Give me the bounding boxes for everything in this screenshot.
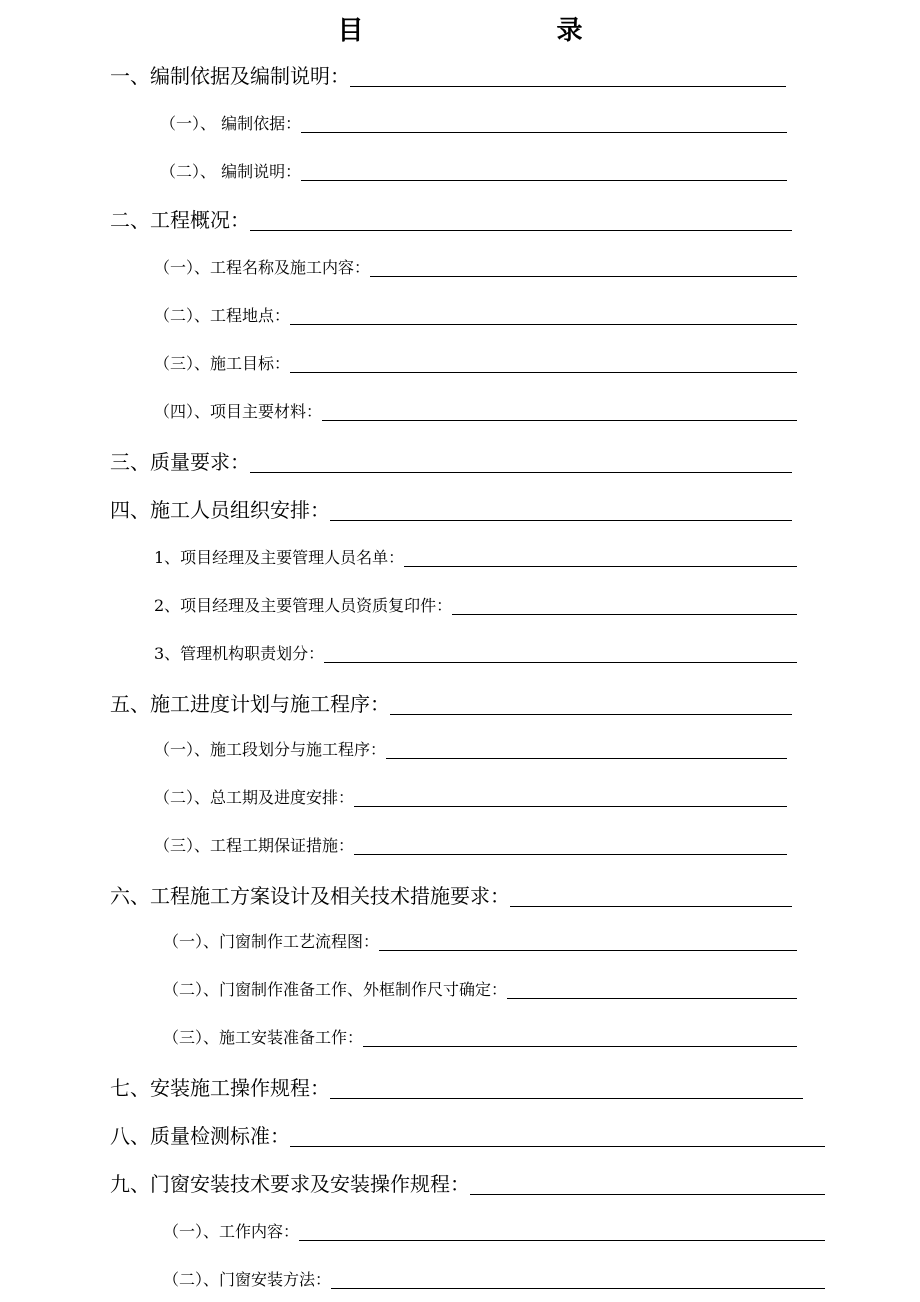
toc-entry-level1 [110,886,792,909]
toc-leader-line [301,131,787,133]
toc-entry-label: 2、项目经理及主要管理人员资质复印件： [154,596,453,615]
toc-entry-level1 [110,66,786,89]
toc-leader-line [250,229,792,231]
toc-leader-line [507,997,797,999]
toc-entry-label: 八、质量检测标准： [110,1124,290,1148]
toc-entry-level2 [163,1224,825,1243]
toc-leader-line [330,519,792,521]
toc-entry-label: 九、门窗安装技术要求及安装操作规程： [110,1172,470,1196]
toc-entry-level2 [163,934,797,953]
toc-entry-label: 六、工程施工方案设计及相关技术措施要求： [110,884,510,908]
toc-entry-level2 [154,356,797,375]
toc-entry-level1 [110,500,792,523]
toc-entry-label: （三）、施工安装准备工作： [163,1028,364,1047]
toc-entry-label: 三、质量要求： [110,450,250,474]
toc-entry-level2 [154,742,787,761]
toc-entry-level2 [154,646,797,665]
toc-leader-line [379,949,797,951]
toc-entry-label: 1、项目经理及主要管理人员名单： [154,548,405,567]
toc-entry-label: （二）、工程地点： [154,306,291,325]
toc-leader-line [324,661,797,663]
toc-entry-label: （二）、 编制说明： [160,162,302,181]
toc-leader-line [404,565,797,567]
toc-leader-line [354,805,787,807]
toc-leader-line [301,179,787,181]
toc-leader-line [510,905,792,907]
toc-leader-line [363,1045,797,1047]
toc-leader-line [470,1193,825,1195]
toc-entry-label: 二、工程概况： [110,208,250,232]
toc-entry-level2 [154,260,797,279]
toc-leader-line [350,85,786,87]
toc-entry-label: 七、安装施工操作规程： [110,1076,330,1100]
toc-entry-level2 [154,598,797,617]
toc-leader-line [331,1287,825,1289]
toc-entry-label: （一）、施工段划分与施工程序： [154,740,387,759]
toc-leader-line [452,613,797,615]
toc-leader-line [386,757,787,759]
toc-entry-label: （三）、工程工期保证措施： [154,836,355,855]
toc-entry-level2 [154,838,787,857]
toc-entry-level1 [110,1126,825,1149]
toc-entry-label: （二）、门窗制作准备工作、外框制作尺寸确定： [163,980,508,999]
toc-leader-line [330,1097,803,1099]
toc-entry-label: （一）、 编制依据： [160,114,302,133]
toc-entry-label: 四、施工人员组织安排： [110,498,330,522]
toc-entry-label: （一）、工作内容： [163,1222,300,1241]
toc-entry-level1 [110,452,792,475]
toc-leader-line [290,1145,825,1147]
toc-entry-label: （二）、总工期及进度安排： [154,788,355,807]
toc-entry-label: 3、管理机构职责划分： [154,644,325,663]
toc-entry-level2 [154,550,797,569]
toc-leader-line [354,853,787,855]
toc-leader-line [370,275,797,277]
toc-entry-level1 [110,210,792,233]
toc-entry-label: 一、编制依据及编制说明： [110,64,350,88]
toc-entry-label: （四）、项目主要材料： [154,402,323,421]
toc-leader-line [299,1239,825,1241]
toc-leader-line [390,713,792,715]
toc-entry-label: （一）、门窗制作工艺流程图： [163,932,380,951]
toc-entry-level2 [160,164,787,183]
page-title: 目 录 [337,16,675,46]
toc-entry-label: （一）、工程名称及施工内容： [154,258,371,277]
toc-entry-level2 [163,1030,797,1049]
toc-entry-level2 [160,116,787,135]
toc-entry-level2 [163,982,797,1001]
toc-entry-level1 [110,1078,803,1101]
toc-entry-level2 [154,404,797,423]
toc-entry-level1 [110,694,792,717]
toc-leader-line [290,323,797,325]
toc-entry-label: （二）、门窗安装方法： [163,1270,332,1289]
toc-entry-level2 [154,790,787,809]
toc-leader-line [290,371,797,373]
toc-entry-level2 [163,1272,825,1291]
toc-leader-line [250,471,792,473]
toc-entry-label: 五、施工进度计划与施工程序： [110,692,390,716]
toc-entry-level2 [154,308,797,327]
toc-leader-line [322,419,797,421]
toc-entry-label: （三）、施工目标： [154,354,291,373]
toc-entry-level1 [110,1174,825,1197]
